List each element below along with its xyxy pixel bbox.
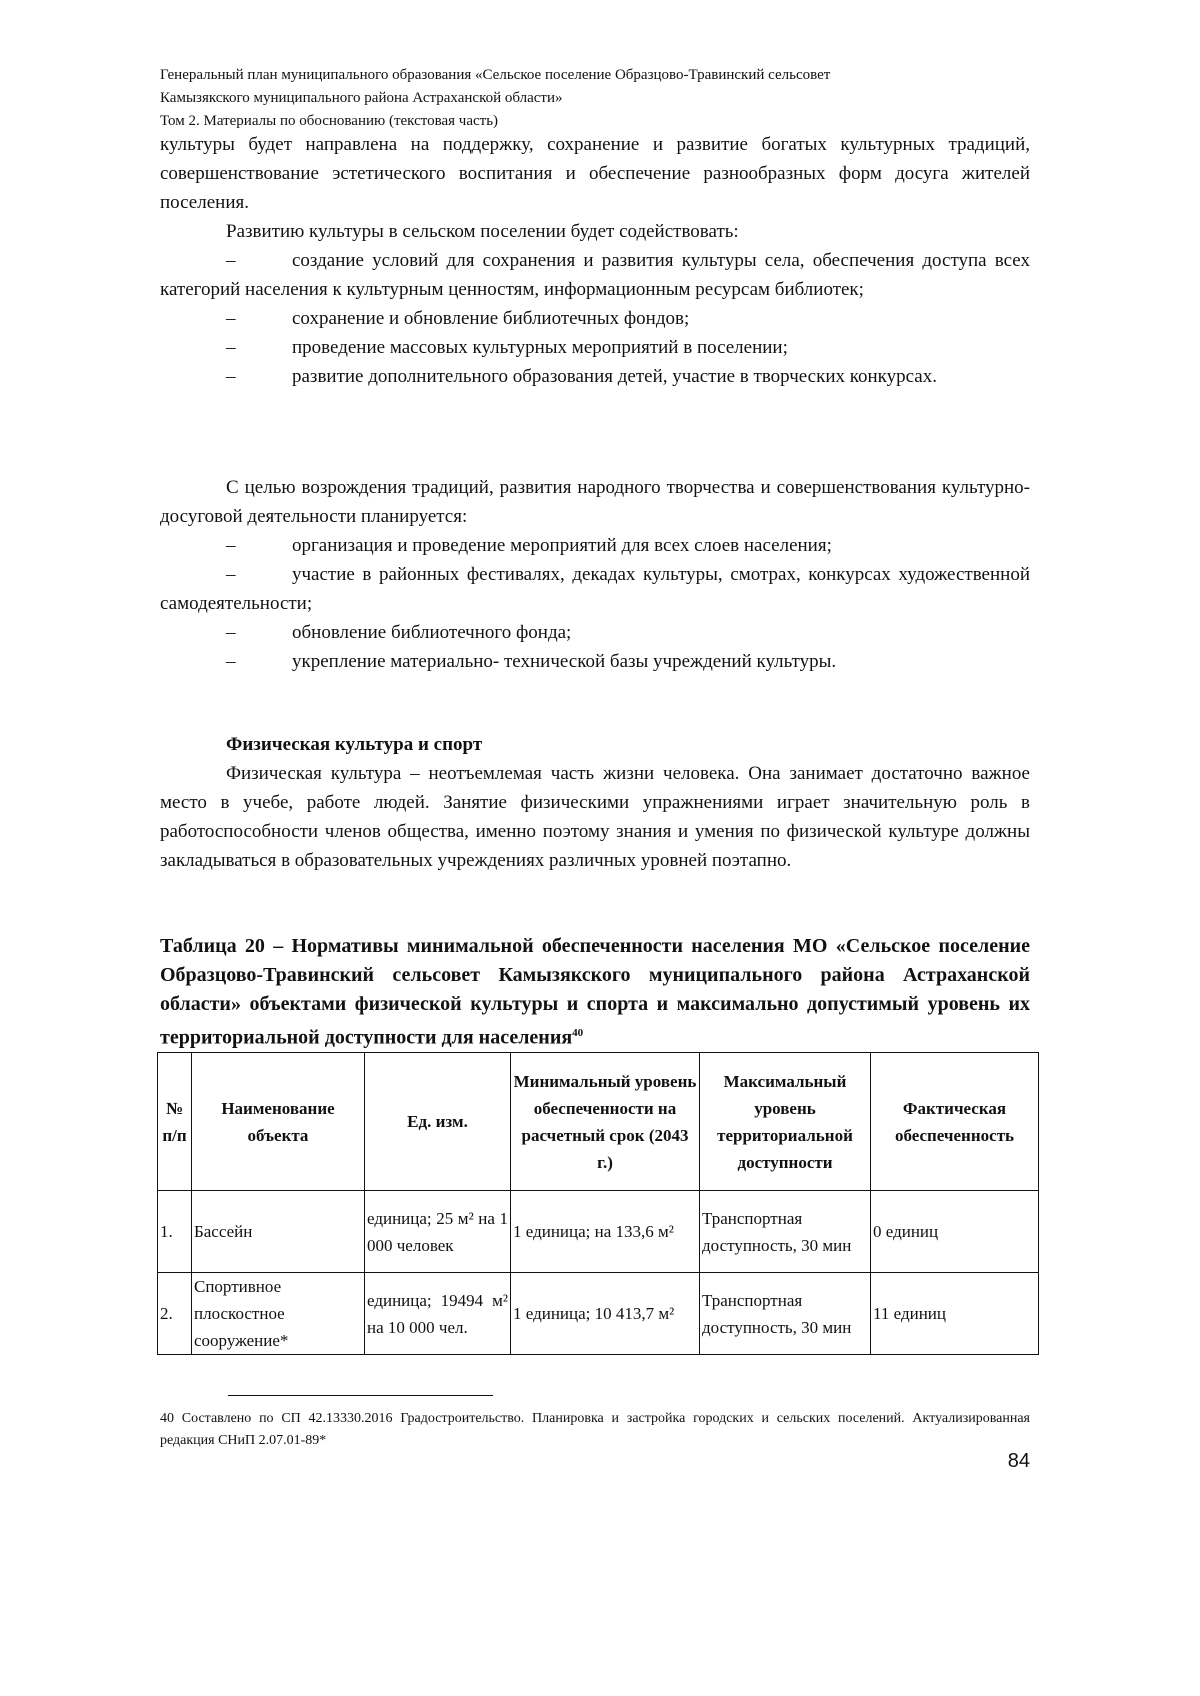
- list-item: – проведение массовых культурных мероприятий в поселении;: [226, 337, 788, 358]
- sports-norms-table: [157, 1052, 1039, 1355]
- cell: Транспортная доступность, 30 мин: [700, 1273, 871, 1355]
- header-line: Генеральный план муниципального образования «Сельское поселение Образцово-Травинский сельсовет: [160, 67, 831, 83]
- paragraph: Развитию культуры в сельском поселении будет содействовать:: [226, 221, 739, 242]
- list-item: – укрепление материально- технической базы учреждений культуры.: [226, 651, 837, 672]
- cell: 1.: [158, 1191, 192, 1273]
- running-header: [160, 64, 1035, 133]
- column-header: № п/п: [158, 1053, 192, 1191]
- list-item: – обновление библиотечного фонда;: [226, 622, 572, 643]
- table-row: [158, 1273, 1039, 1355]
- list-item: – развитие дополнительного образования детей, участие в творческих конкурсах.: [226, 366, 937, 387]
- header-line: Камызякского муниципального района Астраханской области»: [160, 90, 563, 106]
- footnote-divider: [228, 1395, 493, 1396]
- cell: единица; 19494 м² на 10 000 чел.: [365, 1273, 511, 1355]
- cell: 2.: [158, 1273, 192, 1355]
- table-header-row: [158, 1053, 1039, 1191]
- cell: 11 единиц: [871, 1273, 1039, 1355]
- cell: 0 единиц: [871, 1191, 1039, 1273]
- column-header: Наименование объекта: [192, 1053, 365, 1191]
- cell: Бассейн: [192, 1191, 365, 1273]
- header-line: Том 2. Материалы по обоснованию (текстовая часть): [160, 113, 499, 129]
- list-item: – создание условий для сохранения и развития культуры села, обеспечения доступа всех категорий населения к культурным ценностям, информационным ресурсам библиотек;: [160, 250, 1030, 300]
- cell: Спортивное плоскостное сооружение*: [192, 1273, 365, 1355]
- page-number: 84: [1007, 1450, 1030, 1472]
- paragraph: культуры будет направлена на поддержку, сохранение и развитие богатых культурных традиций, совершенствование эстетического воспитания и обеспечение разнообразных форм досуга жителей поселения.: [160, 134, 1030, 213]
- cell: Транспортная доступность, 30 мин: [700, 1191, 871, 1273]
- paragraph: Физическая культура – неотъемлемая часть жизни человека. Она занимает достаточно важное место в учебе, работе людей. Занятие физическими упражнениями играет значительную роль в работоспособности членов общества, именно поэтому знания и умения по физической культуре должны закладываться в образовательных учреждениях различных уровней поэтапно.: [160, 763, 1030, 871]
- section-heading: Физическая культура и спорт: [226, 734, 483, 755]
- list-item: – сохранение и обновление библиотечных фондов;: [226, 308, 690, 329]
- paragraph: С целью возрождения традиций, развития народного творчества и совершенствования культурно-досуговой деятельности планируется:: [160, 477, 1030, 527]
- cell: 1 единица; 10 413,7 м²: [511, 1273, 700, 1355]
- body-text: [160, 130, 1030, 391]
- body-text: [160, 730, 1030, 875]
- column-header: Фактическая обеспеченность: [871, 1053, 1039, 1191]
- table-caption: Таблица 20 – Нормативы минимальной обеспеченности населения МО «Сельское поселение Образцово-Травинский сельсовет Камызякского муниципального района Астраханской области» объектами физической культуры и спорта и максимально допустимый уровень их территориальной доступности для населения$^{40}$: [160, 935, 1030, 1049]
- list-item: – организация и проведение мероприятий для всех слоев населения;: [226, 535, 832, 556]
- footnote: 40 Составлено по СП 42.13330.2016 Градостроительство. Планировка и застройка городских и сельских поселений. Актуализированная редакция СНиП 2.07.01-89*: [160, 1411, 1030, 1448]
- cell: 1 единица; на 133,6 м²: [511, 1191, 700, 1273]
- column-header: Максимальный уровень территориальной доступности: [700, 1053, 871, 1191]
- table-row: [158, 1191, 1039, 1273]
- body-text: [160, 473, 1030, 676]
- column-header: Минимальный уровень обеспеченности на расчетный срок (2043 г.): [511, 1053, 700, 1191]
- list-item: – участие в районных фестивалях, декадах культуры, смотрах, конкурсах художественной самодеятельности;: [160, 564, 1030, 614]
- cell: единица; 25 м² на 1 000 человек: [365, 1191, 511, 1273]
- column-header: Ед. изм.: [365, 1053, 511, 1191]
